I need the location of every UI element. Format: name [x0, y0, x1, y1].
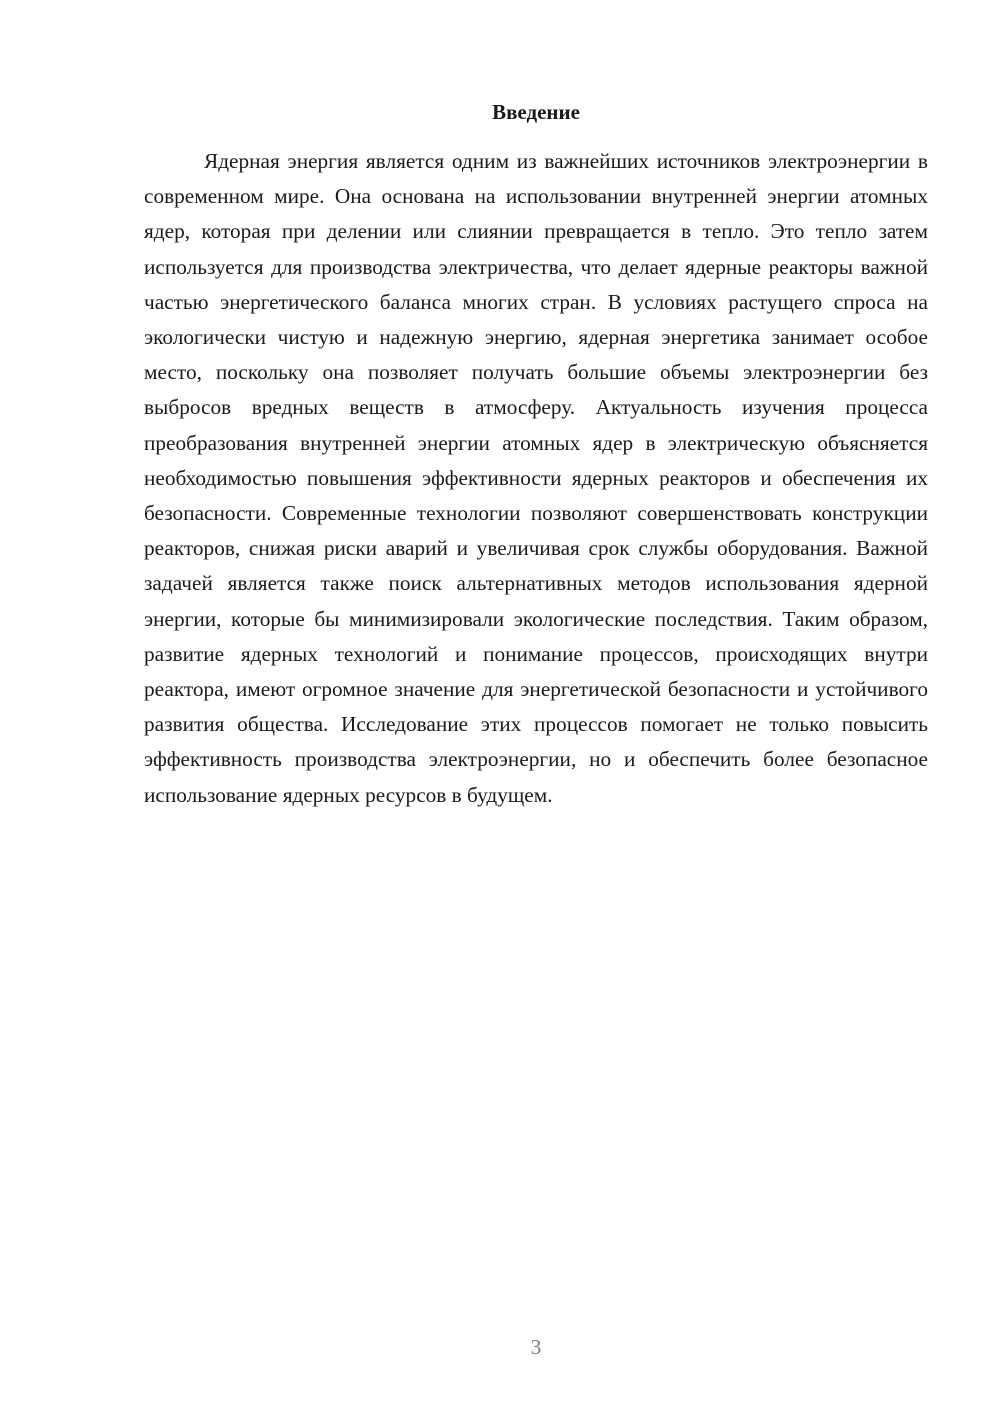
- page-number: 3: [530, 1335, 542, 1359]
- body-paragraph: Ядерная энергия является одним из важнейших источников электроэнергии в современном мире. Она основана на использовании внутренней энергии атомных ядер, которая при делении или слиянии превращается в тепло. Это тепло затем используется для производства электричества, что делает ядерные реакторы важной частью энергетического баланса многих стран. В условиях растущего спроса на экологически чистую и надежную энергию, ядерная энергетика занимает особое место, поскольку она позволяет получать большие объемы электроэнергии без выбросов вредных веществ в атмосферу. Актуальность изучения процесса преобразования внутренней энергии атомных ядер в электрическую объясняется необходимостью повышения эффективности ядерных реакторов и обеспечения их безопасности. Современные технологии позволяют совершенствовать конструкции реакторов, снижая риски аварий и увеличивая срок службы оборудования. Важной задачей является также поиск альтернативных методов использования ядерной энергии, которые бы минимизировали экологические последствия. Таким образом, развитие ядерных технологий и понимание процессов, происходящих внутри реактора, имеют огромное значение для энергетической безопасности и устойчивого развития общества. Исследование этих процессов помогает не только повысить эффективность производства электроэнергии, но и обеспечить более безопасное использование ядерных ресурсов в будущем.: [144, 149, 928, 807]
- section-heading: Введение: [492, 100, 580, 124]
